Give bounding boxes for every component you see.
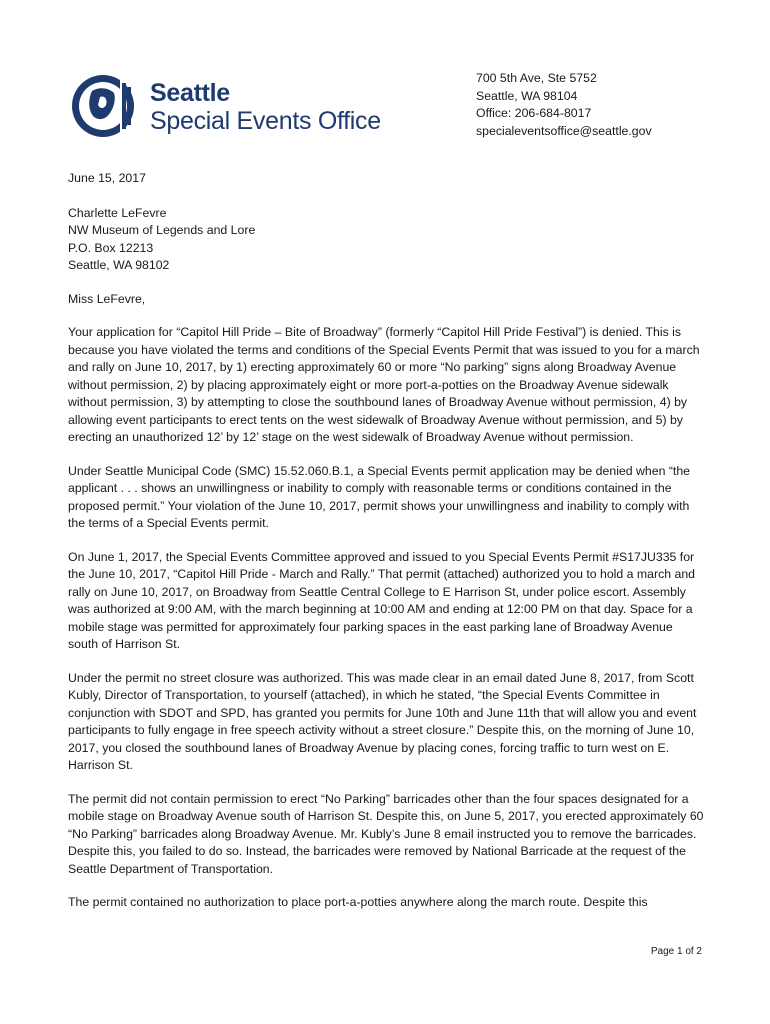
letter-body — [68, 170, 704, 928]
org-name-line1: Seattle — [150, 79, 230, 107]
salutation: Miss LeFevre, — [68, 291, 146, 306]
paragraph: The permit contained no authorization to place port-a-potties anywhere along the march route. Despite this — [68, 895, 648, 909]
paragraph: Your application for “Capitol Hill Pride – Bite of Broadway” (formerly “Capitol Hill Pride Festival”) is denied. This is because you have violated the terms and conditions of the Special Events Permit that was issued to you for a march and rally on June 10, 2017, by 1) erecting approximately 60 or more “No parking” signs along Broadway Avenue without permission, 2) by placing approximately eight or more port-a-potties on the Broadway Avenue sidewalk without permission, 3) by attempting to close the southbound lanes of Broadway Avenue without permission, 4) by allowing event participants to erect tents on the west sidewalk of Broadway Avenue without permission, and 5) by erecting an unauthorized 12’ by 12’ stage on the west sidewalk of Broadway Avenue without permission. — [68, 325, 700, 444]
org-name-line2: Special Events Office — [150, 107, 381, 135]
recipient-organization: NW Museum of Legends and Lore — [68, 223, 256, 237]
city-seal-icon — [70, 73, 136, 139]
recipient-block — [68, 205, 704, 275]
address-email: specialeventsoffice@seattle.gov — [476, 123, 652, 138]
seattle-logo — [70, 73, 410, 143]
paragraph: Under the permit no street closure was authorized. This was made clear in an email dated June 8, 2017, from Scott Kubly, Director of Transportation, to yourself (attached), in which he stated, “the Special Events Committee in conjunction with SDOT and SPD, has granted you permits for June 10th and June 11th that will allow you and event participants to fully engage in free speech activity without a street closure.” Despite this, on the morning of June 10, 2017, you closed the southbound lanes of Broadway Avenue by placing cones, forcing traffic to turn west on E. Harrison St. — [68, 670, 697, 772]
address-city: Seattle, WA 98104 — [476, 88, 578, 103]
letter-date: June 15, 2017 — [68, 171, 146, 185]
paragraph: On June 1, 2017, the Special Events Committee approved and issued to you Special Events Permit #S17JU335 for the June 10, 2017, “Capitol Hill Pride - March and Rally.” That permit (attached) authorized you to hold a march and rally on June 10, 2017, on Broadway from Seattle Central College to E Harrison St, under police escort. Assembly was authorized at 9:00 AM, with the march beginning at 10:00 AM and ending at 12:00 PM on that day. Space for a mobile stage was permitted for approximately four parking spaces in the east parking lane of Broadway Avenue south of Harrison St. — [68, 549, 696, 651]
recipient-city: Seattle, WA 98102 — [68, 258, 170, 272]
address-phone: Office: 206-684-8017 — [476, 106, 592, 120]
recipient-name: Charlette LeFevre — [68, 205, 167, 220]
paragraph: The permit did not contain permission to erect “No Parking” barricades other than the four spaces designated for a mobile stage on Broadway Avenue south of Harrison St. Despite this, on June 5, 2017, you erected approximately 60 “No Parking” barricades along Broadway Avenue. Mr. Kubly’s June 8 email instructed you to remove the barricades. Despite this, you failed to do so. Instead, the barricades were removed by National Barricade at the request of the Seattle Department of Transportation. — [68, 791, 704, 876]
address-street: 700 5th Ave, Ste 5752 — [476, 71, 597, 85]
recipient-po-box: P.O. Box 12213 — [68, 240, 154, 255]
paragraph: Under Seattle Municipal Code (SMC) 15.52.060.B.1, a Special Events permit application may be denied when “the applicant . . . shows an unwillingness or inability to comply with reasonable terms or conditions contained in the proposed permit.” Your violation of the June 10, 2017, permit shows your unwillingness and inability to comply with the terms of a Special Events permit. — [68, 463, 691, 530]
office-address — [476, 70, 652, 140]
page-number: Page 1 of 2 — [650, 946, 702, 957]
